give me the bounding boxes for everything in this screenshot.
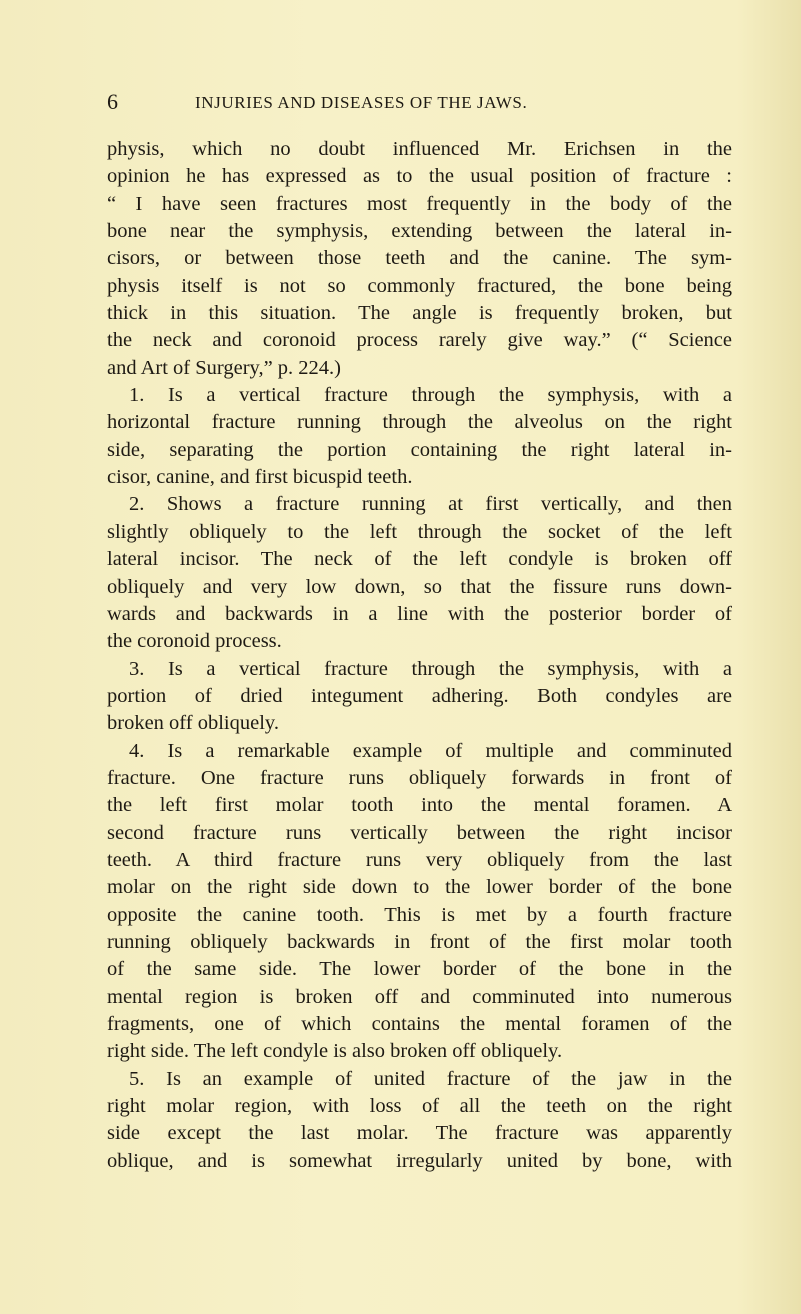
body-text: [107, 136, 732, 1175]
text-line: slightly obliquely to the left through the socket of the left: [107, 520, 732, 543]
page-number: 6: [107, 89, 118, 114]
text-line: opinion he has expressed as to the usual position of fracture :: [107, 165, 732, 188]
text-line: the coronoid process.: [107, 630, 282, 653]
text-line: lateral incisor. The neck of the left condyle is broken off: [107, 548, 732, 571]
text-line: horizontal fracture running through the alveolus on the right: [107, 411, 732, 434]
text-line: second fracture runs vertically between the right incisor: [107, 821, 732, 844]
text-line: cisors, or between those teeth and the canine. The sym-: [107, 247, 732, 270]
text-line: 1. Is a vertical fracture through the symphysis, with a: [129, 384, 732, 407]
text-line: portion of dried integument adhering. Both condyles are: [107, 684, 732, 707]
text-line: the left first molar tooth into the mental foramen. A: [107, 794, 732, 817]
text-line: and Art of Surgery,” p. 224.): [107, 356, 341, 379]
text-line: of the same side. The lower border of the bone in the: [107, 958, 732, 981]
text-line: right molar region, with loss of all the teeth on the right: [107, 1095, 732, 1118]
text-line: side except the last molar. The fracture was apparently: [107, 1122, 732, 1145]
text-line: oblique, and is somewhat irregularly united by bone, with: [107, 1149, 732, 1172]
text-line: thick in this situation. The angle is frequently broken, but: [107, 302, 732, 325]
text-line: “ I have seen fractures most frequently in the body of the: [107, 192, 732, 215]
text-line: molar on the right side down to the lower border of the bone: [107, 876, 732, 899]
text-line: opposite the canine tooth. This is met by a fourth fracture: [107, 903, 732, 926]
text-line: physis, which no doubt influenced Mr. Erichsen in the: [107, 138, 732, 160]
text-line: right side. The left condyle is also broken off obliquely.: [107, 1040, 563, 1063]
text-line: teeth. A third fracture runs very obliquely from the last: [107, 848, 732, 871]
running-title: INJURIES AND DISEASES OF THE JAWS.: [195, 93, 528, 112]
text-line: obliquely and very low down, so that the fissure runs down-: [107, 575, 732, 598]
text-line: wards and backwards in a line with the posterior border of: [107, 602, 732, 625]
text-line: fracture. One fracture runs obliquely forwards in front of: [107, 766, 732, 789]
text-line: cisor, canine, and first bicuspid teeth.: [107, 466, 413, 489]
text-line: physis itself is not so commonly fractured, the bone being: [107, 274, 732, 297]
text-line: 3. Is a vertical fracture through the symphysis, with a: [129, 657, 732, 680]
text-line: the neck and coronoid process rarely give way.” (“ Science: [107, 329, 732, 352]
running-header: [107, 88, 732, 116]
text-line: bone near the symphysis, extending between the lateral in-: [107, 220, 732, 243]
text-line: 5. Is an example of united fracture of the jaw in the: [129, 1067, 732, 1090]
text-line: running obliquely backwards in front of the first molar tooth: [107, 930, 732, 953]
text-line: 2. Shows a fracture running at first vertically, and then: [129, 493, 732, 516]
text-line: mental region is broken off and comminuted into numerous: [107, 985, 732, 1008]
text-line: fragments, one of which contains the mental foramen of the: [107, 1013, 732, 1035]
text-line: side, separating the portion containing the right lateral in-: [107, 438, 732, 461]
text-line: 4. Is a remarkable example of multiple and comminuted: [129, 739, 732, 762]
text-line: broken off obliquely.: [107, 712, 279, 735]
